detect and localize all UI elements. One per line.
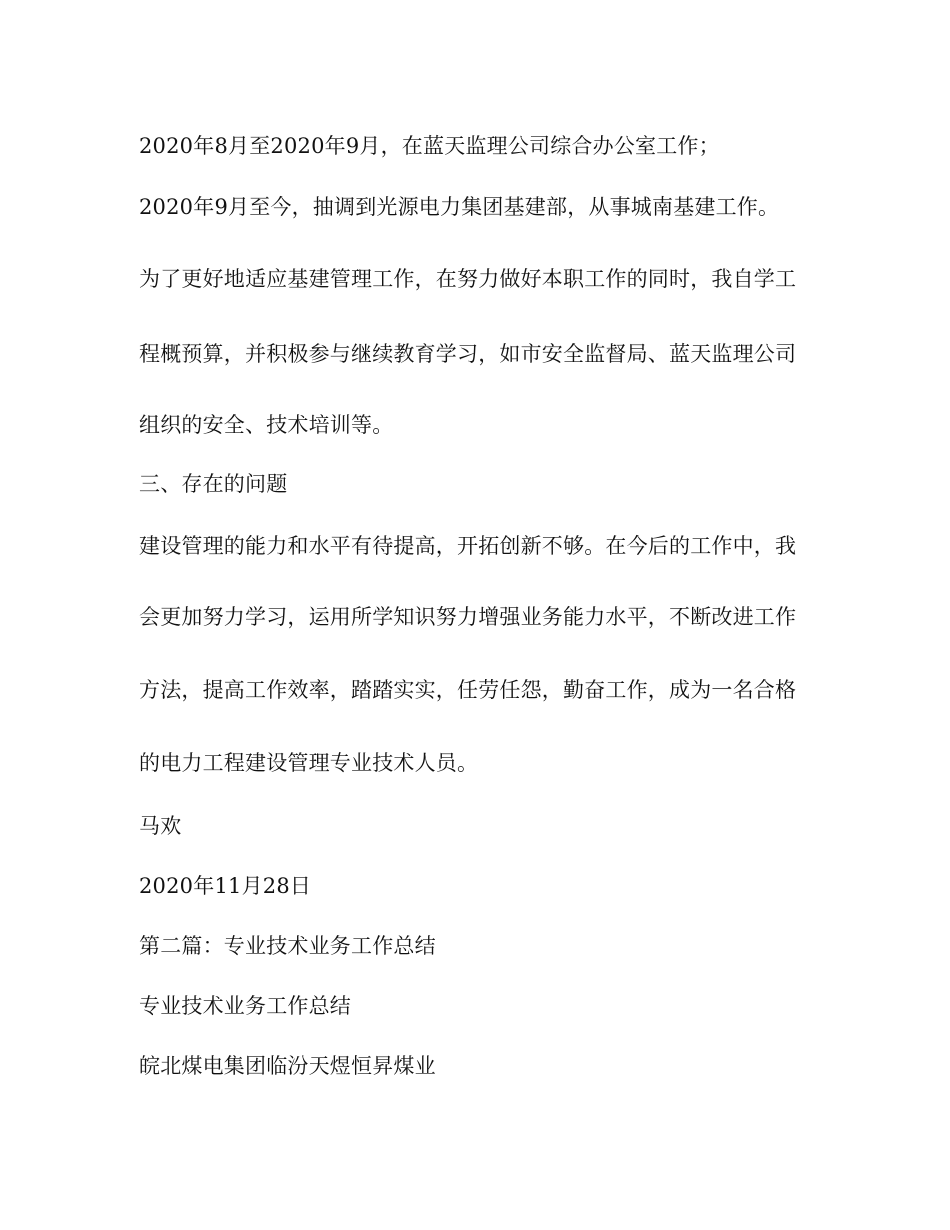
paragraph-line-problems-3: 方法，提高工作效率，踏踏实实，任劳任怨，勤奋工作，成为一名合格 bbox=[139, 678, 797, 702]
document-date: 2020年11月28日 bbox=[139, 874, 312, 898]
paragraph-line-self-study-3: 组织的安全、技术培训等。 bbox=[139, 413, 394, 437]
document-subtitle: 专业技术业务工作总结 bbox=[139, 994, 351, 1018]
paragraph-line-work-history-2: 2020年9月至今，抽调到光源电力集团基建部，从事城南基建工作。 bbox=[139, 195, 780, 219]
paragraph-line-problems-1: 建设管理的能力和水平有待提高，开拓创新不够。在今后的工作中，我 bbox=[139, 534, 797, 558]
paragraph-line-problems-4: 的电力工程建设管理专业技术人员。 bbox=[139, 751, 479, 775]
author-name: 马欢 bbox=[139, 814, 182, 838]
chapter-title-second: 第二篇：专业技术业务工作总结 bbox=[139, 934, 436, 958]
paragraph-line-work-history-1: 2020年8月至2020年9月，在蓝天监理公司综合办公室工作； bbox=[139, 134, 720, 158]
organization-name: 皖北煤电集团临汾天煜恒昇煤业 bbox=[139, 1054, 436, 1078]
paragraph-line-self-study-2: 程概预算，并积极参与继续教育学习，如市安全监督局、蓝天监理公司 bbox=[139, 342, 797, 366]
paragraph-line-problems-2: 会更加努力学习，运用所学知识努力增强业务能力水平，不断改进工作 bbox=[139, 605, 797, 629]
paragraph-line-self-study-1: 为了更好地适应基建管理工作，在努力做好本职工作的同时，我自学工 bbox=[139, 267, 797, 291]
section-heading-problems: 三、存在的问题 bbox=[139, 472, 288, 496]
